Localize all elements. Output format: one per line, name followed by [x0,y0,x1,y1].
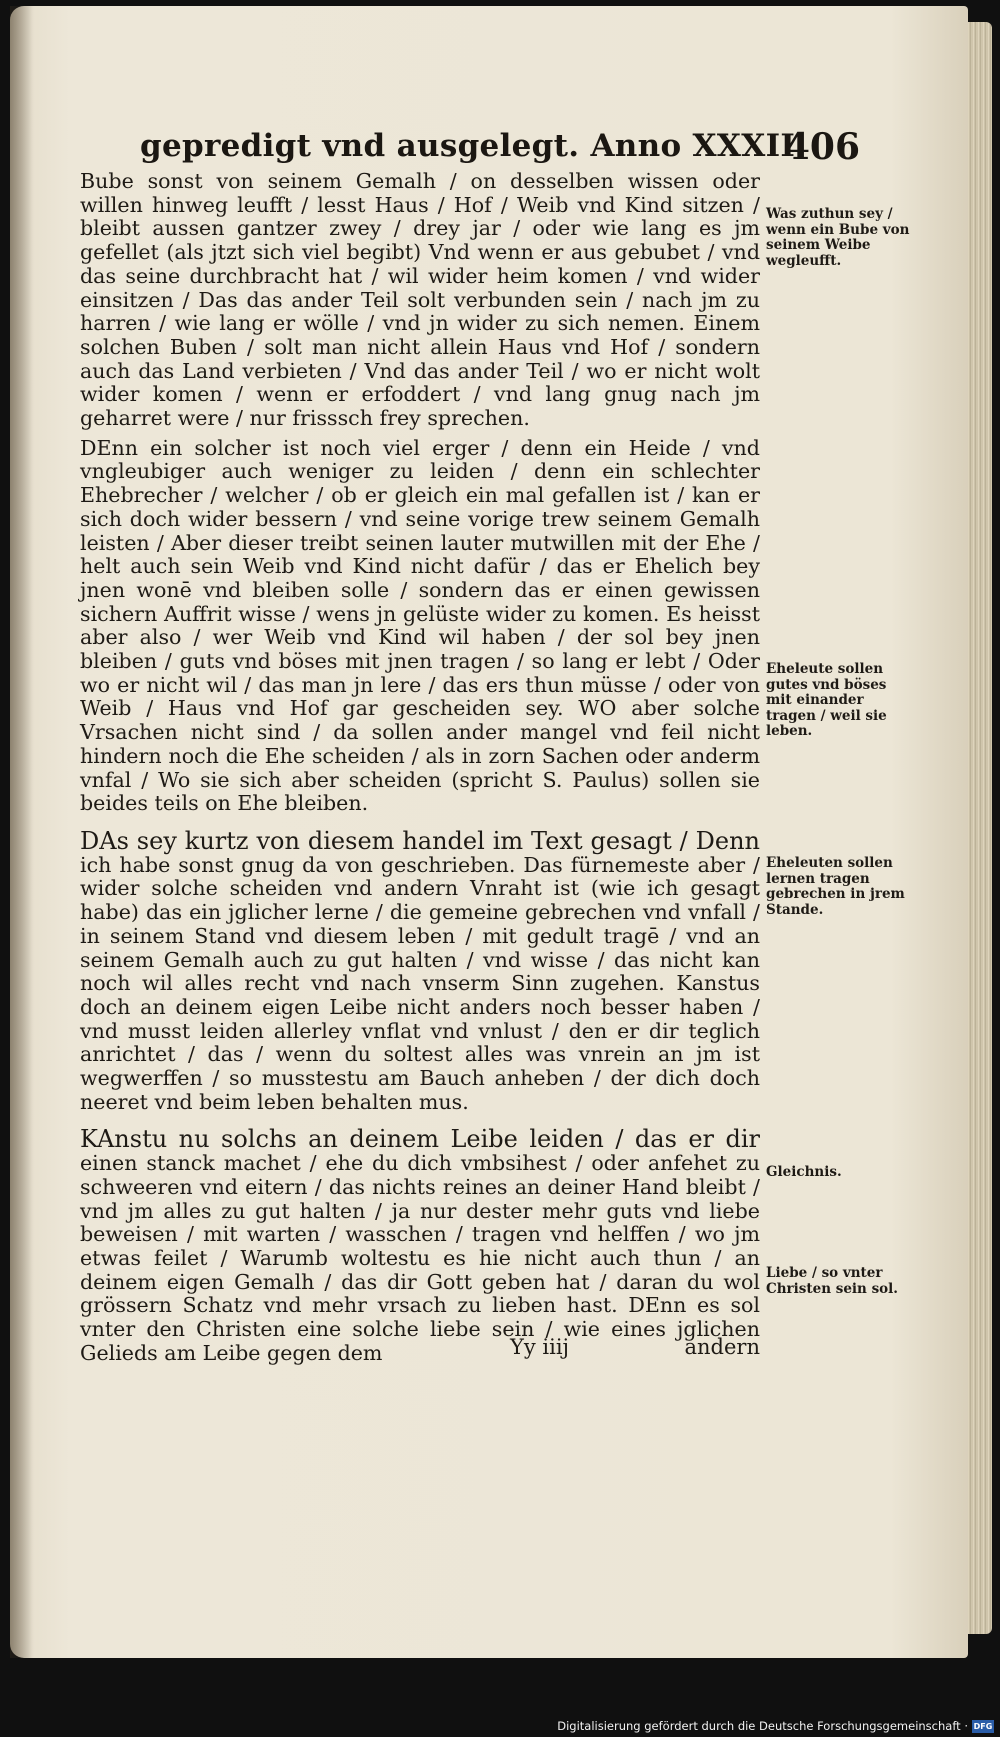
main-text-column [80,170,760,1371]
margin-note-1: Was zuthun sey / wenn ein Bube von seinem Weibe wegleufft. [766,206,910,269]
footer-bar [0,1718,1000,1737]
gutter-shadow [10,6,34,1658]
margin-note-2: Eheleute sollen gutes vnd böses mit einander tragen / weil sie leben. [766,661,887,739]
margin-note-5: Liebe / so vnter Christen sein sol. [766,1265,899,1297]
funding-credit: Digitalisierung gefördert durch die Deutsche Forschungsgemeinschaft · [557,1719,968,1733]
signature-mark: Yy iiij [510,1335,570,1359]
paragraph-4: KAnstu nu solchs an deinem Leibe leiden / das er dir einen stanck machet / ehe du dich vmbsihest / oder anfehet zu schweeren vnd eitern / das nichts reines an deiner Hand bleibt / vnd jm alles zu gut halten / ja nur dester mehr guts vnd liebe beweisen / mit warten / wasschen / tragen vnd helffen / wo jm etwas feilet / Warumb woltestu es hie nicht auch thun / an deinem eigen Gemalh / das dir Gott geben hat / daran du wol grössern Schatz vnd mehr vrsach zu lieben hast. DEnn es sol vnter den Christen eine solche liebe sein / wie eines jglichen Gelieds am Leibe gegen dem [80,1125,760,1365]
page-number: 406 [784,126,860,168]
signature-line [80,1335,760,1361]
catchword: andern [684,1335,760,1359]
running-title: gepredigt vnd ausgelegt. Anno XXXII. [140,128,807,164]
paragraph-3: DAs sey kurtz von diesem handel im Text gesagt / Denn ich habe sonst gnug da von geschrieben. Das fürnemeste aber / wider solche scheiden vnd andern Vnraht ist (wie ich gesagt habe) das ein jglicher lerne / die gemeine gebrechen vnd vnfall / in seinem Stand vnd diesem leben / mit gedult tragē / vnd an seinem Gemalh auch zu gut halten / vnd wisse / das nicht kan noch wil alles recht vnd nach vnserm Sinn zugehen. Kanstus doch an deinem eigen Leibe nicht anders noch besser haben / vnd musst leiden allerley vnflat vnd vnlust / den er dir teglich anrichtet / das / wenn du soltest alles was vnrein an jm ist wegwerffen / so musstestu am Bauch anheben / der dich doch neeret vnd beim leben behalten mus. [80,826,760,1114]
margin-note-4: Gleichnis. [766,1164,842,1180]
dfg-logo-icon: DFG [973,1722,993,1731]
paragraph-2: DEnn ein solcher ist noch viel erger / denn ein Heide / vnd vngleubiger auch weniger zu leiden / denn ein schlechter Ehebrecher / welcher / ob er gleich ein mal gefallen ist / kan er sich doch wider bessern / vnd seine vorige trew seinem Gemalh leisten / Aber dieser treibt seinen lauter mutwillen mit der Ehe / helt auch sein Weib vnd Kind nicht dafür / das er Ehelich bey jnen wonē vnd bleiben solle / sondern das er einen gewissen sichern Auffrit wisse / wens jn gelüste wider zu komen. Es heisst aber also / wer Weib vnd Kind wil haben / der sol bey jnen bleiben / guts vnd böses mit jnen tragen / so lang er lebt / Oder wo er nicht wil / das man jn lere / das ers thun müsse / oder von Weib / Haus vnd Hof gar gescheiden sey. WO aber solche Vrsachen nicht sind / da sollen ander mangel vnd feil nicht hindern noch die Ehe scheiden / als in zorn Sachen oder anderm vnfal / Wo sie sich aber scheiden (spricht S. Paulus) sollen sie beides teils on Ehe bleiben. [80,435,760,816]
paragraph-1: Bube sonst von seinem Gemalh / on desselben wissen oder willen hinweg leufft / lesst Haus / Hof / Weib vnd Kind sitzen / bleibt aussen gantzer zwey / drey jar / oder wie lang es jm gefellet (als jtzt sich viel begibt) Vnd wenn er aus gebubet / vnd das seine durchbracht hat / wil wider heim komen / vnd wider einsitzen / Das das ander Teil solt verbunden sein / nach jm zu harren / wie lang er wölle / vnd jn wider zu sich nemen. Einem solchen Buben / solt man nicht allein Haus vnd Hof / sondern auch das Land verbieten / Vnd das ander Teil / wo er nicht wolt wider komen / wenn er erfoddert / vnd lang gnug nach jm geharret were / nur frisssch frey sprechen. [80,169,760,431]
margin-note-3: Eheleuten sollen lernen tragen gebrechen in jrem Stande. [766,855,905,918]
